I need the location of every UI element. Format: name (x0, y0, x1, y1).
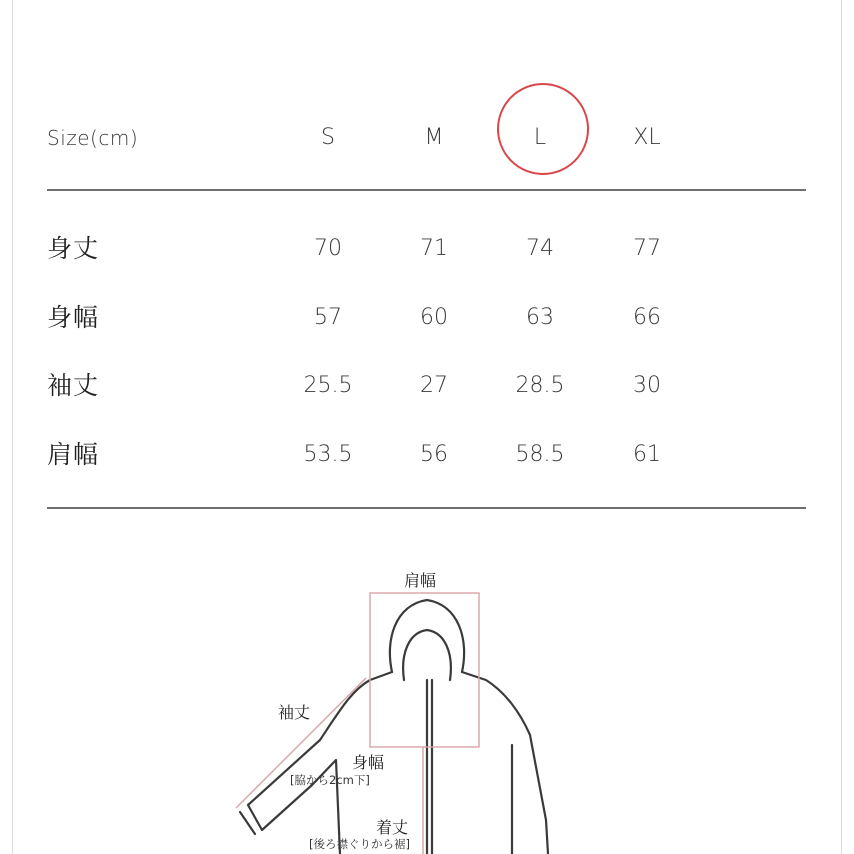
diagram-label-length: 着丈 (376, 818, 409, 837)
cell-value: 66 (633, 305, 661, 330)
header-size-s: S (321, 125, 335, 150)
diagram-label-body-width: 身幅 (352, 753, 385, 772)
cell-value: 28.5 (515, 373, 565, 398)
row-label: 身丈 (47, 234, 100, 263)
diagram-note-length: [後ろ襟ぐりから裾] (309, 837, 410, 851)
right-sleeve-outline (462, 672, 548, 854)
cell-value: 53.5 (303, 442, 353, 467)
cell-value: 25.5 (303, 373, 353, 398)
hood-opening (403, 630, 451, 680)
sleeve-guide-line (236, 678, 366, 808)
cell-value: 57 (314, 305, 342, 330)
cell-value: 60 (420, 305, 448, 330)
cell-value: 56 (420, 442, 448, 467)
cell-value: 63 (526, 305, 554, 330)
cell-value: 77 (633, 236, 661, 261)
cell-value: 27 (420, 373, 448, 398)
cell-value: 30 (633, 373, 661, 398)
row-label: 袖丈 (47, 371, 100, 400)
cell-value: 61 (633, 442, 661, 467)
diagram-note-body-width: [脇から2cm下] (290, 773, 370, 787)
diagram-label-sleeve-length: 袖丈 (278, 703, 311, 722)
header-size-label: Size(cm) (47, 126, 139, 150)
row-label: 身幅 (47, 303, 100, 332)
header-size-m: M (424, 125, 444, 150)
row-label: 肩幅 (47, 440, 100, 469)
diagram-label-shoulder-width: 肩幅 (404, 571, 437, 590)
cell-value: 71 (420, 236, 448, 261)
cell-value: 58.5 (515, 442, 565, 467)
header-size-l: L (533, 125, 547, 150)
header-size-xl: XL (633, 125, 661, 150)
cell-value: 74 (526, 236, 554, 261)
cell-value: 70 (314, 236, 342, 261)
hood-outline (390, 600, 464, 672)
